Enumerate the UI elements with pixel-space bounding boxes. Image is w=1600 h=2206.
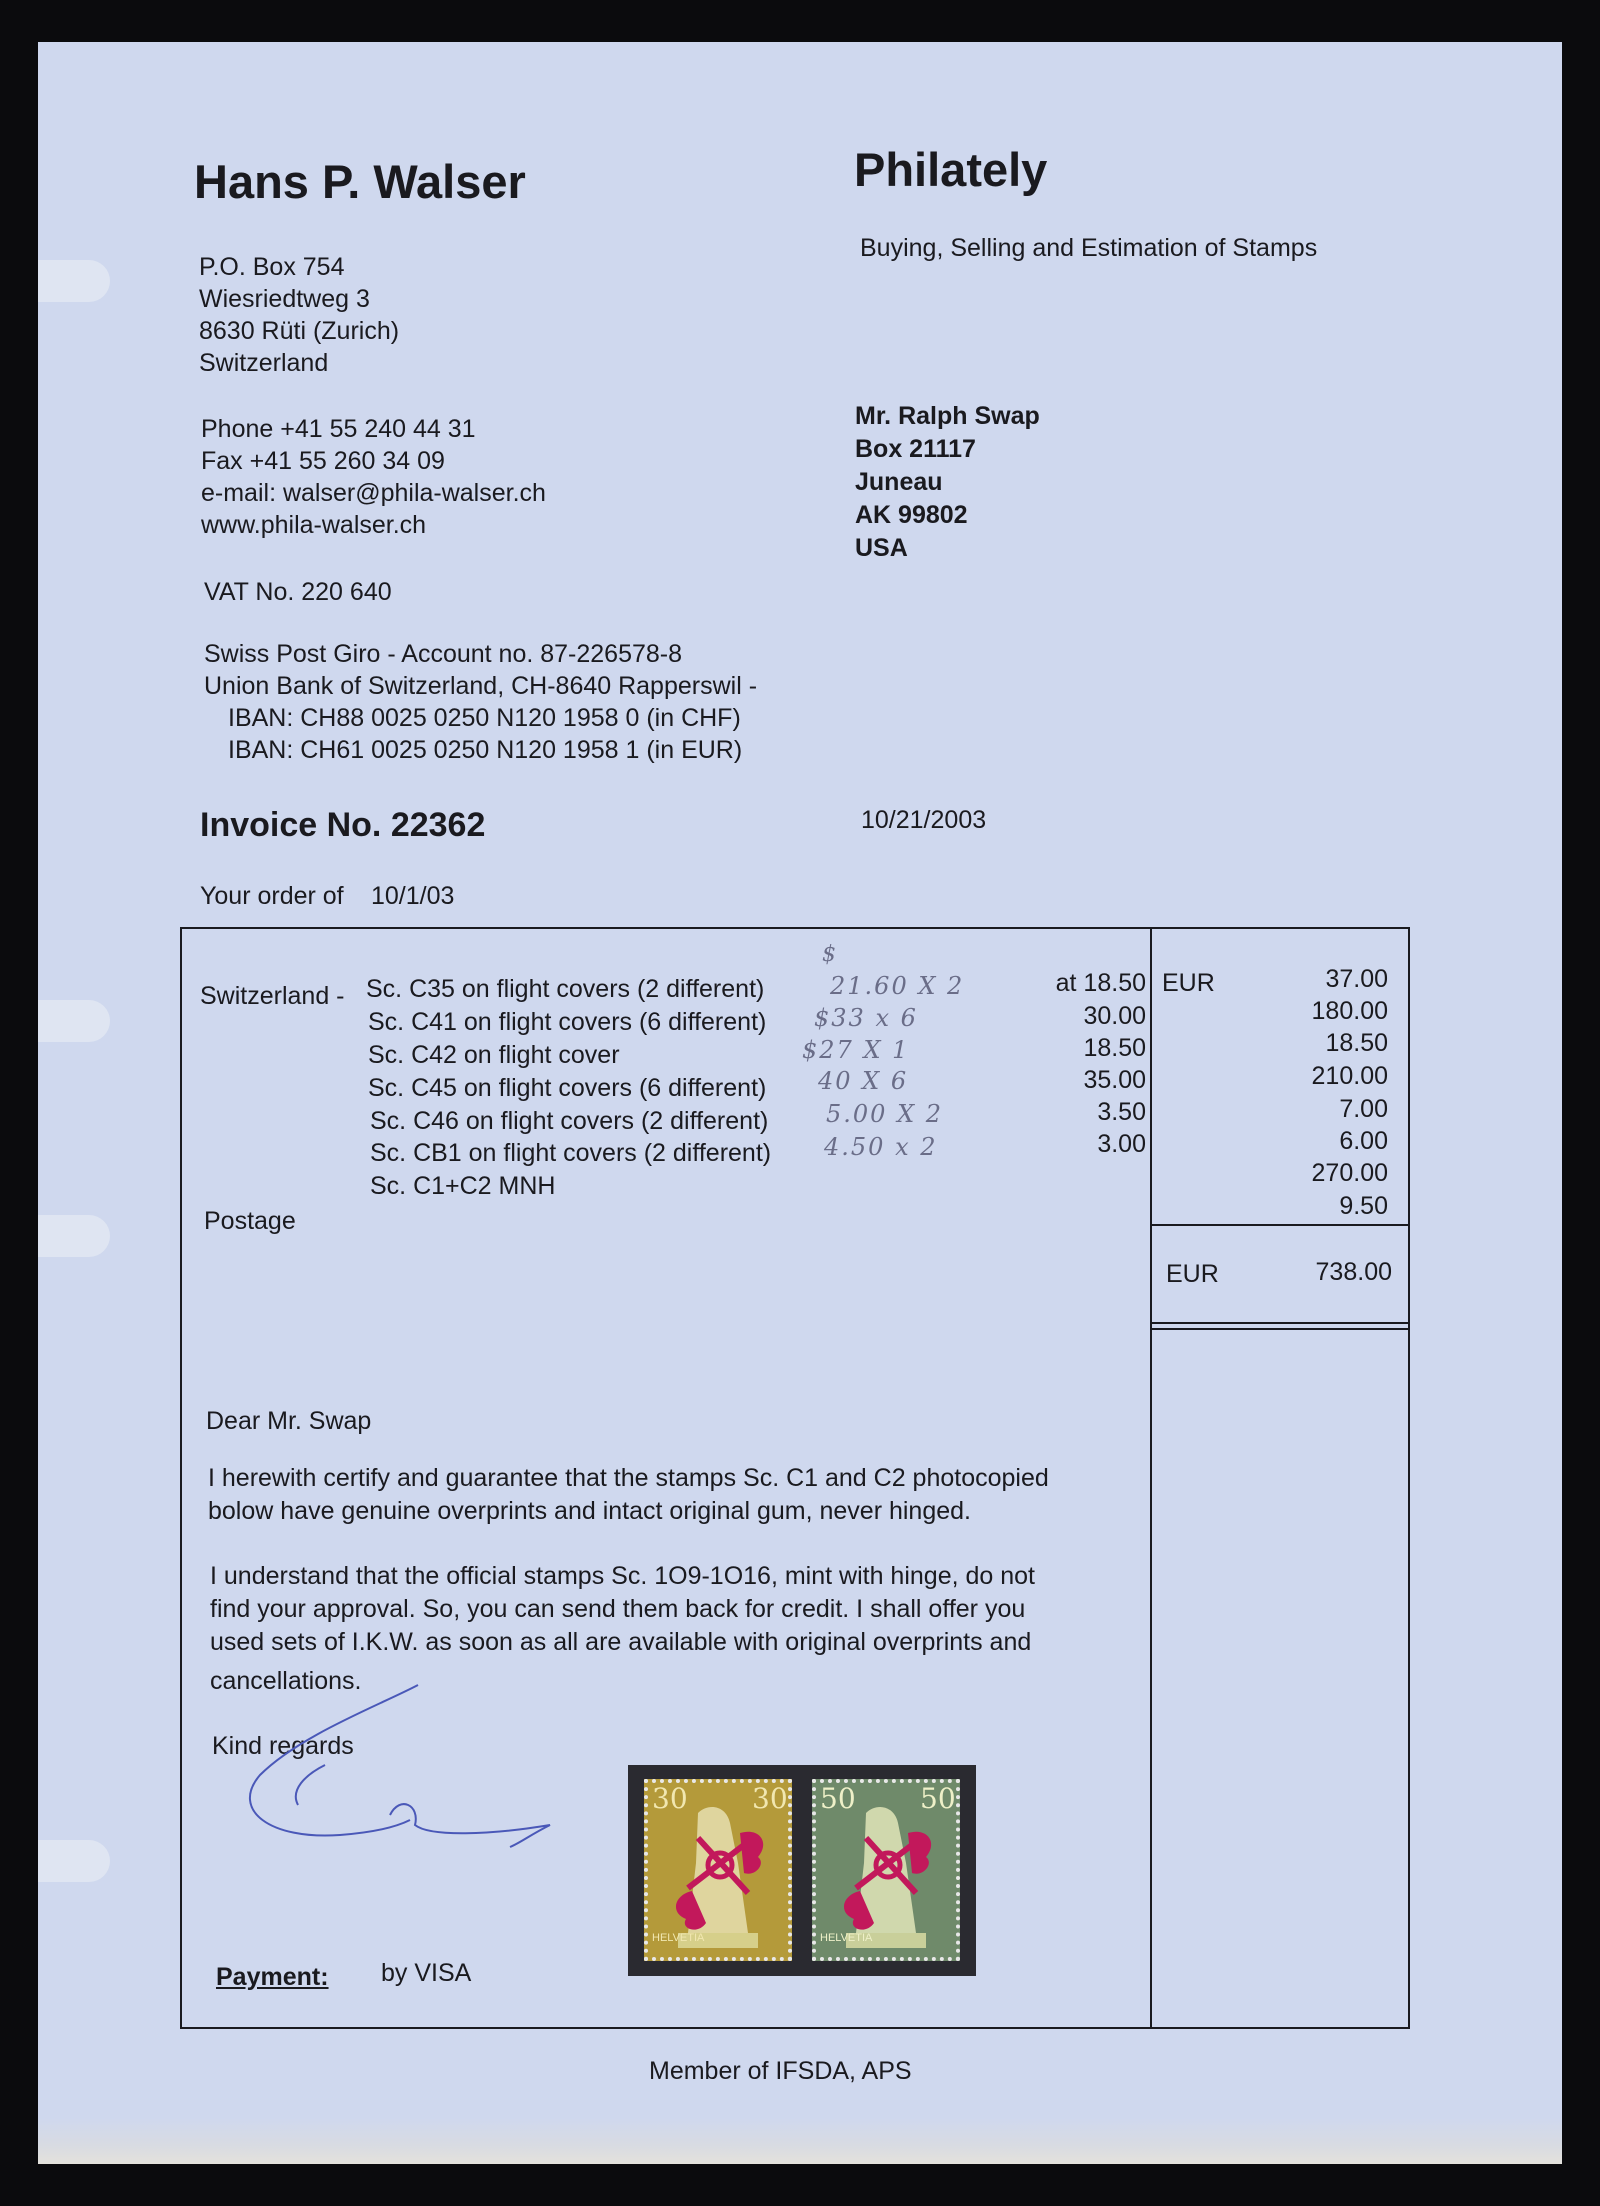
item-amount: 18.50 bbox=[1325, 1029, 1388, 1057]
item-currency: EUR bbox=[1162, 969, 1215, 997]
vat-number: VAT No. 220 640 bbox=[204, 578, 392, 606]
total-rule bbox=[1152, 1322, 1408, 1324]
item-price: 30.00 bbox=[1083, 1002, 1146, 1030]
stamp-country: HELVETIA bbox=[652, 1932, 705, 1944]
recipient-line: Mr. Ralph Swap bbox=[855, 402, 1040, 430]
business-tagline: Buying, Selling and Estimation of Stamps bbox=[860, 234, 1318, 262]
punch-hole bbox=[38, 1840, 110, 1882]
handwritten-note: $33 x 6 bbox=[814, 1004, 918, 1032]
postage-amount: 9.50 bbox=[1339, 1192, 1388, 1220]
bank-line: IBAN: CH88 0025 0250 N120 1958 0 (in CHF) bbox=[228, 704, 741, 732]
address-line: Wiesriedtweg 3 bbox=[199, 285, 370, 313]
country-label: Switzerland - bbox=[200, 982, 345, 1010]
stamp-value: 50 bbox=[820, 1782, 856, 1815]
stamp-30 bbox=[644, 1779, 792, 1961]
punch-hole bbox=[38, 1215, 110, 1257]
total-currency: EUR bbox=[1166, 1260, 1219, 1288]
sender-name: Hans P. Walser bbox=[194, 155, 526, 208]
payment-value: by VISA bbox=[381, 1959, 472, 1987]
bank-line: Swiss Post Giro - Account no. 87-226578-8 bbox=[204, 640, 683, 668]
subtotal-rule bbox=[1152, 1224, 1408, 1226]
email: e-mail: walser@phila-walser.ch bbox=[201, 479, 546, 507]
footer-membership: Member of IFSDA, APS bbox=[649, 2057, 912, 2085]
address-line: Switzerland bbox=[199, 349, 329, 377]
item-price: at 18.50 bbox=[1055, 969, 1146, 997]
item-description: Sc. C45 on flight covers (6 different) bbox=[368, 1074, 767, 1102]
phone: Phone +41 55 240 44 31 bbox=[201, 415, 476, 443]
punch-hole bbox=[38, 260, 110, 302]
invoice-number: Invoice No. 22362 bbox=[200, 806, 486, 844]
item-amount: 37.00 bbox=[1325, 965, 1388, 993]
item-description: Sc. C42 on flight cover bbox=[368, 1041, 620, 1069]
item-description: Sc. C41 on flight covers (6 different) bbox=[368, 1008, 767, 1036]
address-line: 8630 Rüti (Zurich) bbox=[199, 317, 400, 345]
item-amount: 270.00 bbox=[1311, 1159, 1388, 1187]
stamp-value: 30 bbox=[652, 1782, 688, 1815]
item-amount: 7.00 bbox=[1339, 1095, 1388, 1123]
item-amount: 6.00 bbox=[1339, 1127, 1388, 1155]
invoice-date: 10/21/2003 bbox=[861, 806, 987, 834]
stamp-country: HELVETIA bbox=[820, 1932, 873, 1944]
handwritten-note: $27 X 1 bbox=[802, 1036, 910, 1064]
item-price: 3.00 bbox=[1097, 1130, 1146, 1158]
stamp-value: 30 bbox=[752, 1782, 788, 1815]
handwritten-note: 5.00 X 2 bbox=[826, 1100, 944, 1128]
column-divider bbox=[1150, 927, 1152, 2027]
website: www.phila-walser.ch bbox=[201, 511, 427, 539]
item-price: 3.50 bbox=[1097, 1098, 1146, 1126]
paragraph-line: I understand that the official stamps Sc. 1O9-1O16, mint with hinge, do not bbox=[210, 1562, 1035, 1590]
recipient-line: USA bbox=[855, 534, 908, 562]
item-amount: 210.00 bbox=[1311, 1062, 1388, 1090]
paragraph-line: I herewith certify and guarantee that the stamps Sc. C1 and C2 photocopied bbox=[208, 1464, 1049, 1492]
stamp-value: 50 bbox=[920, 1782, 956, 1815]
item-description: Sc. C1+C2 MNH bbox=[370, 1172, 556, 1200]
paragraph-line: bolow have genuine overprints and intact original gum, never hinged. bbox=[208, 1497, 971, 1525]
signature bbox=[230, 1665, 560, 1855]
recipient-line: Juneau bbox=[855, 468, 943, 496]
paragraph-line: find your approval. So, you can send them back for credit. I shall offer you bbox=[210, 1595, 1026, 1623]
stamps-photocopy bbox=[628, 1765, 976, 1976]
fax: Fax +41 55 260 34 09 bbox=[201, 447, 445, 475]
handwritten-note: $ bbox=[822, 942, 838, 967]
item-amount: 180.00 bbox=[1311, 997, 1388, 1025]
bank-line: IBAN: CH61 0025 0250 N120 1958 1 (in EUR) bbox=[228, 736, 743, 764]
total-amount: 738.00 bbox=[1315, 1258, 1392, 1286]
postage-label: Postage bbox=[204, 1207, 296, 1235]
handwritten-note: 4.50 x 2 bbox=[824, 1133, 938, 1161]
item-description: Sc. CB1 on flight covers (2 different) bbox=[370, 1139, 772, 1167]
sheet-edge bbox=[38, 2118, 1562, 2164]
recipient-line: AK 99802 bbox=[855, 501, 968, 529]
stamp-50 bbox=[812, 1779, 960, 1961]
item-description: Sc. C46 on flight covers (2 different) bbox=[370, 1107, 769, 1135]
item-price: 18.50 bbox=[1083, 1034, 1146, 1062]
recipient-line: Box 21117 bbox=[855, 435, 976, 463]
address-line: P.O. Box 754 bbox=[199, 253, 345, 281]
salutation: Dear Mr. Swap bbox=[206, 1407, 372, 1435]
punch-hole bbox=[38, 1000, 110, 1042]
total-rule bbox=[1152, 1328, 1408, 1330]
paragraph-line: used sets of I.K.W. as soon as all are available with original overprints and bbox=[210, 1628, 1032, 1656]
payment-label: Payment: bbox=[216, 1963, 329, 1991]
closing: Kind regards bbox=[212, 1732, 354, 1760]
paragraph-line: cancellations. bbox=[210, 1667, 362, 1695]
item-price: 35.00 bbox=[1083, 1066, 1146, 1094]
item-description: Sc. C35 on flight covers (2 different) bbox=[366, 975, 765, 1003]
handwritten-note: 40 X 6 bbox=[818, 1067, 909, 1095]
handwritten-note: 21.60 X 2 bbox=[830, 972, 965, 1000]
order-date: 10/1/03 bbox=[371, 882, 455, 910]
business-title: Philately bbox=[854, 143, 1048, 196]
order-label: Your order of bbox=[200, 882, 344, 910]
bank-line: Union Bank of Switzerland, CH-8640 Rapperswil - bbox=[204, 672, 758, 700]
